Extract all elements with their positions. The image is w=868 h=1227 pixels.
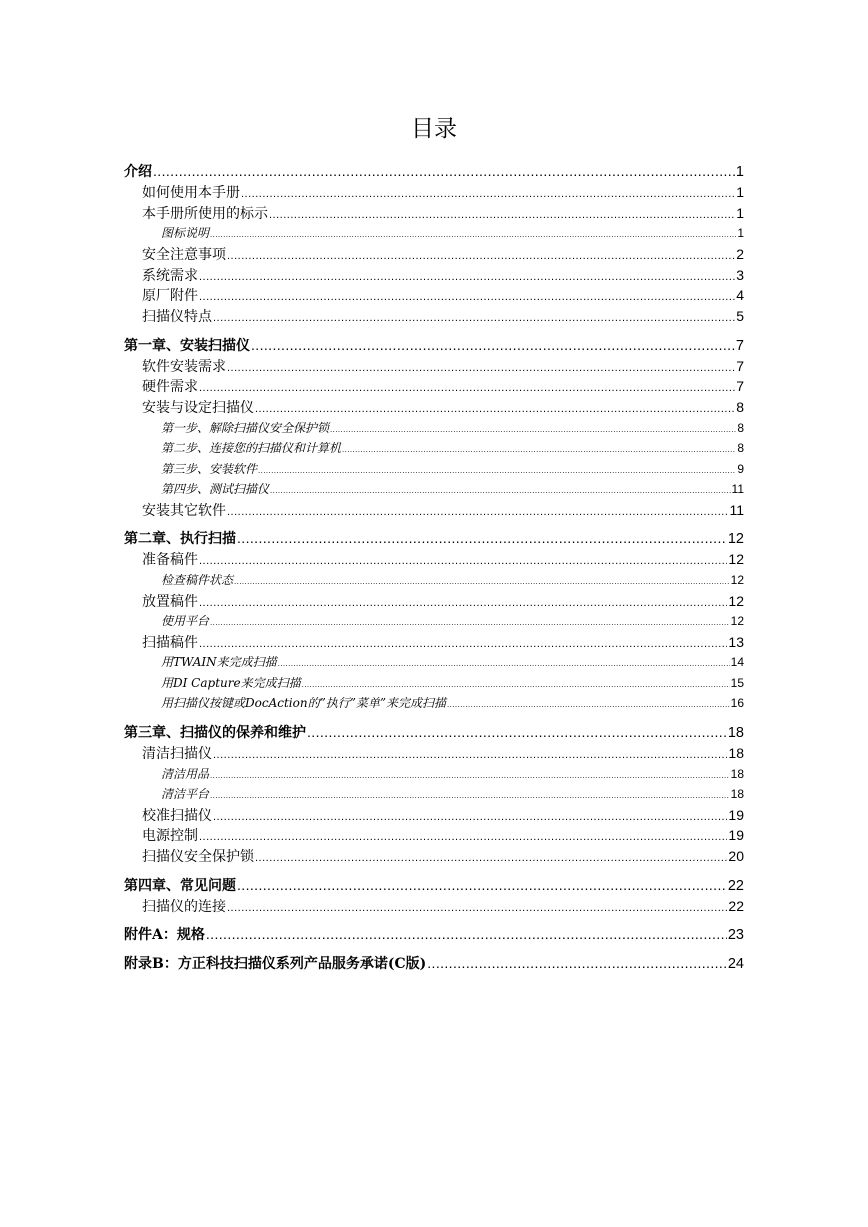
toc-entry[interactable] (124, 244, 744, 265)
toc-entry-label: 第一章、安装扫描仪 (124, 337, 250, 354)
toc-dot-leader (199, 827, 727, 848)
toc-entry[interactable] (124, 528, 744, 549)
toc-dot-leader (241, 184, 735, 205)
toc-entry-page: 8 (737, 420, 744, 435)
toc-dot-leader (237, 875, 727, 896)
toc-entry-label: 第一步、解除扫描仪安全保护锁 (161, 420, 330, 435)
toc-entry[interactable] (124, 924, 744, 945)
toc-dot-leader (270, 481, 731, 502)
toc-entry[interactable] (124, 693, 744, 714)
toc-entry-label: 安装其它软件 (142, 502, 226, 519)
toc-entry[interactable] (124, 764, 744, 785)
toc-dot-leader (199, 378, 735, 399)
toc-entry[interactable] (124, 306, 744, 327)
toc-entry[interactable] (124, 182, 744, 203)
toc-dot-leader (255, 399, 735, 420)
toc-dot-leader (302, 675, 730, 696)
toc-entry-label: 用TWAIN来完成扫描 (161, 655, 277, 670)
toc-entry[interactable] (124, 335, 744, 356)
toc-entry-page: 13 (728, 633, 744, 650)
toc-entry-page: 11 (731, 482, 744, 497)
toc-entry-page: 16 (730, 696, 744, 711)
toc-entry-label: 用扫描仪按键或DocAction的”执行”菜单”来完成扫描 (161, 696, 446, 711)
toc-dot-leader (206, 924, 727, 945)
toc-dot-leader (227, 246, 735, 267)
toc-entry-label: 清洁用品 (161, 766, 210, 781)
toc-entry-label: 第二步、连接您的扫描仪和计算机 (161, 441, 342, 456)
toc-entry-page: 12 (728, 592, 744, 609)
toc-entry[interactable] (124, 953, 744, 974)
toc-entry-label: 系统需求 (142, 267, 198, 284)
toc-dot-leader (210, 766, 730, 787)
toc-entry[interactable] (124, 203, 744, 224)
toc-entry-label: 附录B：方正科技扫描仪系列产品服务承诺(C版) (124, 956, 427, 973)
toc-entry-page: 11 (729, 501, 744, 518)
toc-entry-label: 第二章、执行扫描 (124, 531, 236, 548)
toc-entry-label: 原厂附件 (142, 288, 198, 305)
toc-entry-label: 放置稿件 (142, 593, 198, 610)
toc-entry-label: 扫描仪安全保护锁 (142, 849, 254, 865)
toc-entry-page: 8 (737, 441, 744, 456)
toc-dot-leader (199, 287, 735, 308)
toc-entry[interactable] (124, 500, 744, 521)
toc-entry[interactable] (124, 652, 744, 673)
toc-entry-page: 12 (728, 551, 744, 568)
toc-entry-page: 15 (730, 675, 744, 690)
toc-dot-leader (213, 807, 727, 828)
toc-entry-page: 3 (736, 266, 744, 283)
toc-entry-label: 清洁扫描仪 (142, 745, 212, 762)
toc-dot-leader (199, 267, 735, 288)
toc-entry-page: 24 (727, 956, 744, 973)
toc-entry-page: 18 (727, 724, 744, 741)
toc-entry[interactable] (124, 846, 744, 867)
toc-entry-label: 硬件需求 (142, 379, 198, 396)
toc-entry[interactable] (124, 356, 744, 377)
toc-entry-label: 图标说明 (161, 226, 210, 241)
toc-entry-page: 1 (735, 164, 744, 180)
toc-entry-page: 12 (730, 614, 744, 629)
toc-dot-leader (342, 440, 736, 461)
toc-entry[interactable] (124, 743, 744, 764)
toc-entry[interactable] (124, 459, 744, 480)
toc-dot-leader (447, 695, 730, 716)
toc-dot-leader (237, 528, 727, 549)
toc-entry-label: 安全注意事项 (142, 246, 226, 263)
toc-entry-page: 22 (728, 897, 744, 914)
toc-entry-page: 18 (730, 787, 744, 802)
toc-entry-label: 第三章、扫描仪的保养和维护 (124, 724, 306, 741)
toc-dot-leader (427, 953, 727, 974)
toc-entry-page: 9 (737, 461, 744, 476)
toc-entry[interactable] (124, 265, 744, 286)
toc-entry-page: 19 (728, 827, 744, 844)
toc-entry[interactable] (124, 825, 744, 846)
toc-entry-page: 1 (736, 184, 744, 200)
toc-dot-leader (210, 225, 736, 246)
toc-entry-label: 第四步、测试扫描仪 (161, 482, 270, 497)
toc-entry[interactable] (124, 418, 744, 439)
toc-entry-page: 4 (736, 287, 744, 304)
toc-entry-page: 7 (735, 337, 744, 354)
toc-entry-label: 准备稿件 (142, 552, 198, 569)
toc-entry-label: 如何使用本手册 (142, 185, 240, 201)
toc-entry-label: 用DI Capture来完成扫描 (161, 675, 301, 690)
toc-entry[interactable] (124, 570, 744, 591)
toc-entry[interactable] (124, 376, 744, 397)
toc-entry-page: 12 (727, 531, 744, 548)
toc-entry[interactable] (124, 673, 744, 694)
toc-entry-label: 电源控制 (142, 828, 198, 845)
toc-entry-page: 1 (737, 226, 744, 241)
toc-entry-label: 扫描稿件 (142, 634, 198, 651)
toc-entry-label: 清洁平台 (161, 787, 210, 802)
toc-entry[interactable] (124, 161, 744, 182)
toc-entry[interactable] (124, 479, 744, 500)
toc-dot-leader (213, 745, 727, 766)
toc-entry-page: 18 (728, 744, 744, 761)
toc-entry-page: 8 (736, 399, 744, 415)
toc-dot-leader (330, 420, 736, 441)
toc-dot-leader (210, 786, 730, 807)
toc-entry[interactable] (124, 549, 744, 570)
toc-entry[interactable] (124, 722, 744, 743)
toc-dot-leader (278, 654, 730, 675)
toc-entry[interactable] (124, 223, 744, 244)
toc-entry[interactable] (124, 875, 744, 896)
toc-entry-page: 14 (730, 655, 744, 670)
toc-entry[interactable] (124, 784, 744, 805)
toc-entry[interactable] (124, 611, 744, 632)
toc-dot-leader (258, 461, 736, 482)
toc-dot-leader (199, 551, 727, 572)
toc-entry-label: 校准扫描仪 (142, 807, 212, 824)
toc-entry-page: 18 (730, 766, 744, 781)
page-title: 目录 (411, 116, 457, 142)
toc-dot-leader (251, 335, 735, 356)
toc-entry-page: 7 (736, 378, 744, 395)
toc-dot-leader (255, 848, 727, 869)
toc-entry-label: 使用平台 (161, 614, 210, 629)
toc-dot-leader (153, 161, 735, 182)
toc-entry-page: 2 (736, 245, 744, 262)
toc-entry-page: 20 (728, 848, 744, 864)
toc-dot-leader (227, 898, 727, 919)
toc-entry[interactable] (124, 632, 744, 653)
toc-entry-page: 1 (736, 204, 744, 221)
toc-entry-label: 检查稿件状态 (161, 573, 234, 588)
toc-entry[interactable] (124, 397, 744, 418)
toc-entry[interactable] (124, 591, 744, 612)
toc-entry-page: 22 (727, 877, 744, 894)
toc-entry[interactable] (124, 805, 744, 826)
table-of-contents (124, 161, 744, 974)
toc-dot-leader (227, 358, 735, 379)
toc-entry[interactable] (124, 285, 744, 306)
toc-dot-leader (213, 308, 735, 329)
toc-entry-page: 23 (727, 927, 744, 944)
toc-entry-label: 安装与设定扫描仪 (142, 400, 254, 416)
toc-entry-label: 软件安装需求 (142, 358, 226, 375)
toc-entry-label: 第三步、安装软件 (161, 461, 258, 476)
toc-entry[interactable] (124, 896, 744, 917)
toc-dot-leader (269, 205, 735, 226)
toc-dot-leader (307, 722, 727, 743)
toc-dot-leader (199, 634, 727, 655)
toc-entry[interactable] (124, 438, 744, 459)
toc-entry-label: 附件A：规格 (124, 927, 205, 944)
toc-entry-page: 12 (730, 573, 744, 588)
toc-dot-leader (210, 613, 730, 634)
toc-entry-label: 第四章、常见问题 (124, 877, 236, 894)
toc-entry-page: 5 (736, 307, 744, 324)
toc-entry-label: 介绍 (124, 164, 152, 180)
toc-entry-label: 本手册所使用的标示 (142, 205, 268, 222)
toc-dot-leader (227, 502, 728, 523)
toc-entry-page: 7 (736, 357, 744, 374)
toc-entry-label: 扫描仪特点 (142, 308, 212, 325)
toc-entry-page: 19 (728, 806, 744, 823)
toc-entry-label: 扫描仪的连接 (142, 898, 226, 915)
toc-dot-leader (199, 593, 727, 614)
toc-dot-leader (234, 572, 730, 593)
